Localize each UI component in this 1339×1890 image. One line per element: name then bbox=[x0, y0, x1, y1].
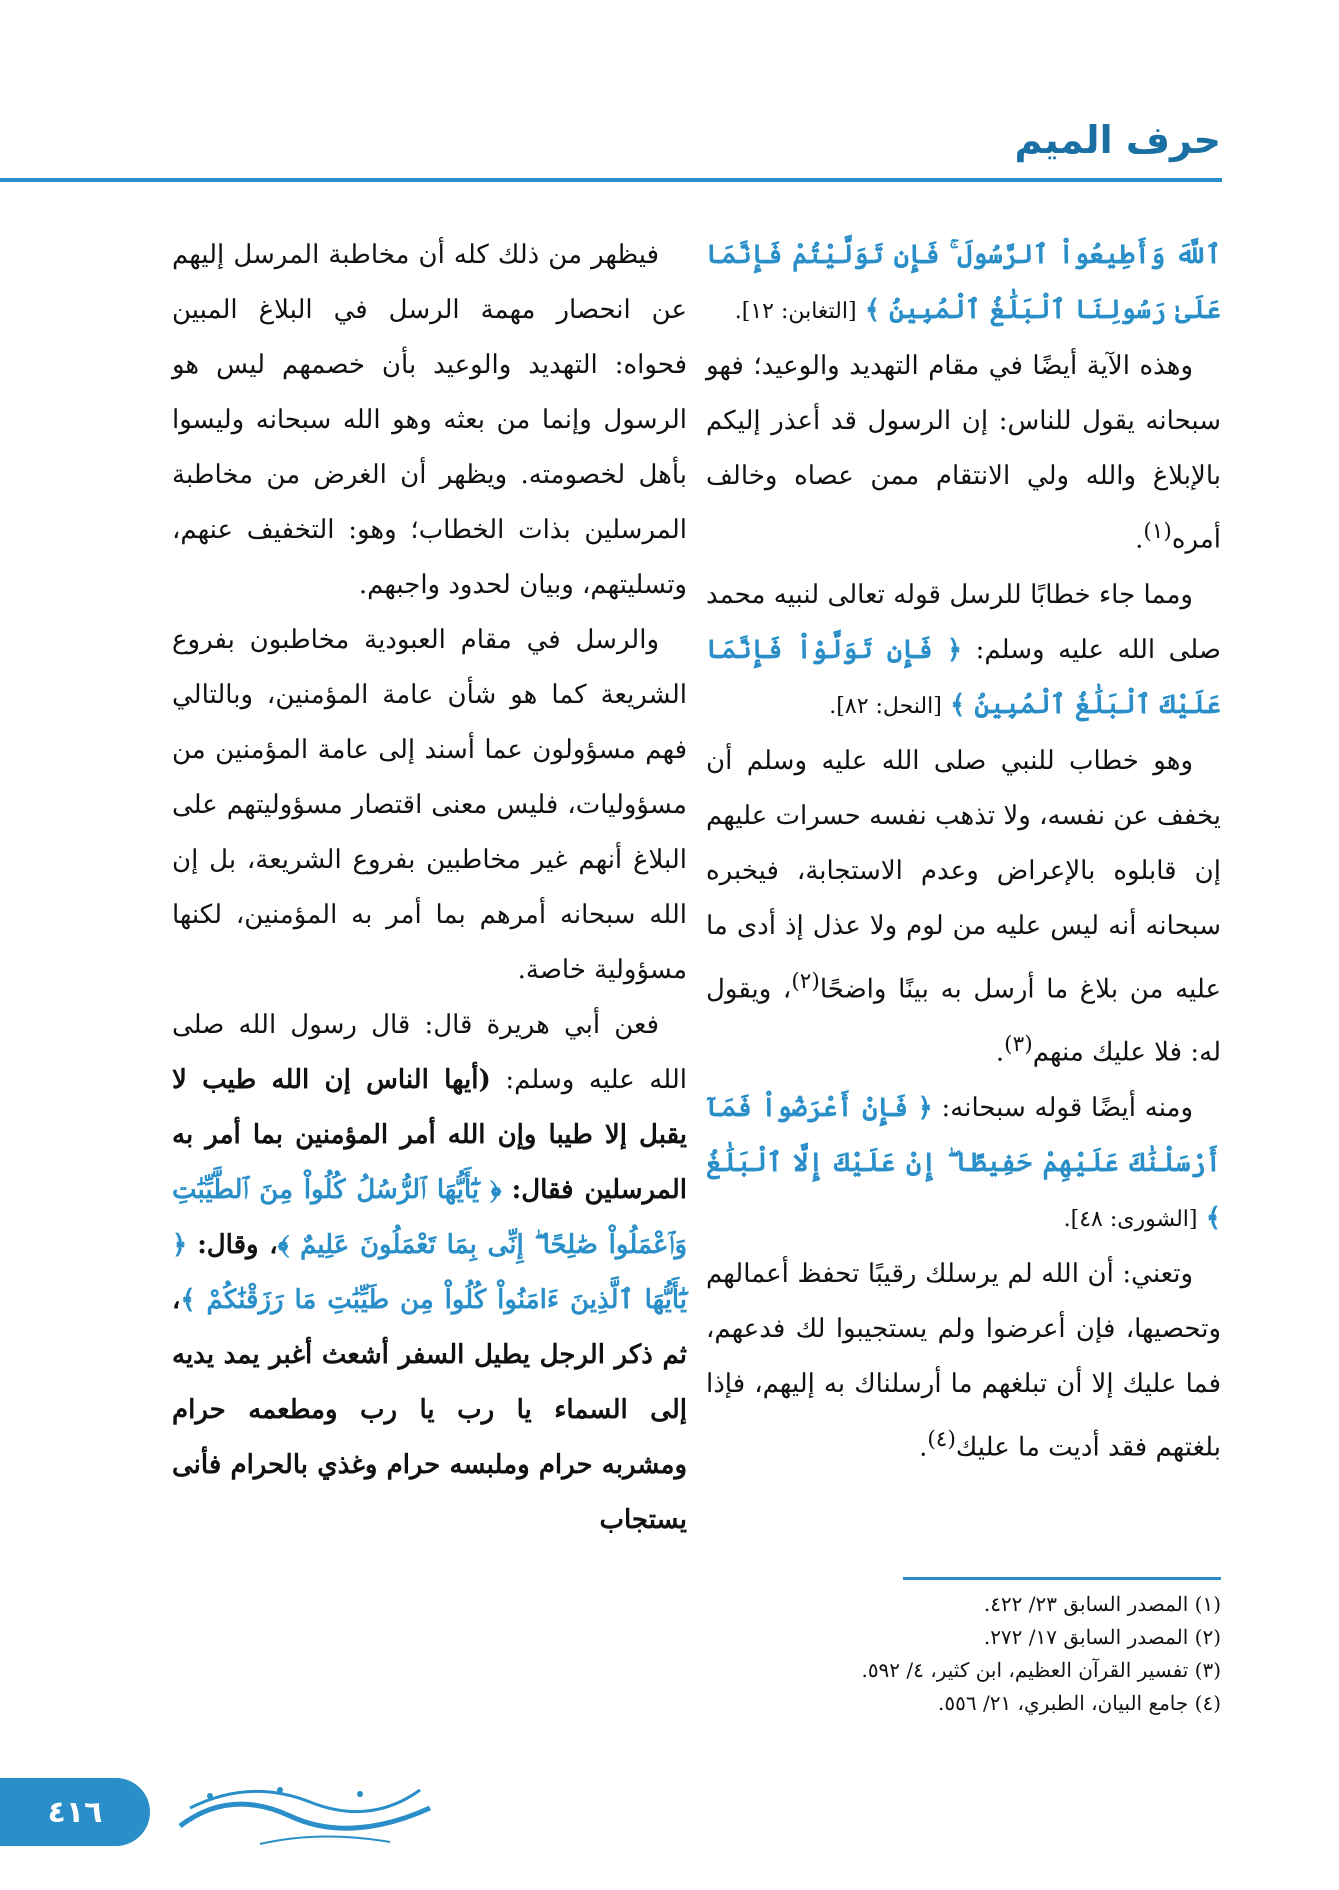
paragraph bbox=[706, 568, 1221, 734]
logo-dot bbox=[357, 1791, 363, 1797]
paragraph: فيظهر من ذلك كله أن مخاطبة المرسل إليهم عن انحصار مهمة الرسل في البلاغ المبين فحواه: التهديد والوعيد بأن خصمهم ليس هو الرسول وإنما من بعثه وهو الله سبحانه وليسوا بأهل لخصومته. ويظهر أن الغرض من مخاطبة المرسلين بذات الخطاب؛ وهو: التخفيف عنهم، وتسليتهم، وبيان لحدود واجبهم. bbox=[172, 240, 687, 600]
paragraph-text: . bbox=[995, 1037, 1005, 1068]
paragraph-text: وهذه الآية أيضًا في مقام التهديد والوعيد؛ فهو سبحانه يقول للناس: إن الرسول قد أعذر إليكم بالإبلاغ والله ولي الانتقام ممن عصاه وخالف أمره bbox=[706, 351, 1221, 555]
logo-ornament bbox=[190, 1790, 420, 1812]
paragraph-text: . bbox=[1135, 524, 1144, 555]
quran-verse: ﴿ فَإِنْ أَعْرَضُواْ فَمَآ أَرْسَلْنَٰكَ عَلَيْهِمْ حَفِيظًا ۖ إِنْ عَلَيْكَ إِلَّا ٱلْبَلَٰغُ ﴾ bbox=[706, 1092, 1221, 1233]
footnote-item: (٢) المصدر السابق ١٧/ ٢٧٢. bbox=[983, 1625, 1221, 1649]
footnote-item: (١) المصدر السابق ٢٣/ ٤٢٢. bbox=[983, 1592, 1221, 1616]
verse-reference: [النحل: ٨٢]. bbox=[829, 693, 942, 719]
logo-ornament bbox=[180, 1804, 430, 1828]
header-rule bbox=[0, 178, 1222, 182]
hadith-text: ، ثم ذكر الرجل يطيل السفر أشعث أغبر يمد يديه إلى السماء يا رب يا رب ومطعمه حرام ومشربه حرام وملبسه حرام وغذي بالحرام فأنى يستجاب bbox=[172, 1285, 687, 1535]
paragraph bbox=[706, 734, 1221, 1081]
paragraph-text: ، ويقول له: فلا عليك منهم bbox=[706, 974, 1221, 1068]
paragraph bbox=[706, 1247, 1221, 1476]
logo-ornament bbox=[260, 1836, 390, 1844]
paragraph-text: فعن أبي هريرة قال: قال رسول الله صلى الله عليه وسلم: bbox=[172, 1010, 687, 1095]
footnote-marker: (٤) bbox=[927, 1426, 956, 1452]
hadith-text: ، وقال: bbox=[197, 1230, 278, 1260]
logo-dot bbox=[277, 1787, 283, 1793]
verse-reference: [التغابن: ١٢]. bbox=[734, 299, 857, 324]
paragraph-text: ومما جاء خطابًا للرسل قوله تعالى لنبيه محمد صلى الله عليه وسلم: bbox=[706, 579, 1221, 665]
footnotes bbox=[706, 1588, 1221, 1720]
footnote-rule bbox=[903, 1577, 1221, 1580]
quran-verse: ٱللَّهَ وَأَطِيعُواْ ٱلرَّسُولَ ۚ فَإِن تَوَلَّيْتُمْ فَإِنَّمَا عَلَىٰ رَسُولِنَا ٱلْبَلَٰغُ ٱلْمُبِينُ ﴾ bbox=[706, 240, 1221, 325]
paragraph bbox=[706, 339, 1221, 568]
paragraph bbox=[172, 998, 687, 1548]
logo-dot bbox=[207, 1793, 213, 1799]
footnote-marker: (٣) bbox=[1004, 1032, 1033, 1058]
footnote-item: (٣) تفسير القرآن العظيم، ابن كثير، ٤/ ٥٩٢. bbox=[861, 1658, 1221, 1682]
paragraph-text: وهو خطاب للنبي صلى الله عليه وسلم أن يخفف عن نفسه، ولا تذهب نفسه حسرات عليهم إن قابلوه بالإعراض وعدم الاستجابة، فيخبره سبحانه أنه ليس عليه من لوم ولا عذل إذ أدى ما عليه من بلاغ ما أرسل به بينًا واضحًا bbox=[706, 745, 1221, 1005]
page-number-badge: ٤١٦ bbox=[0, 1778, 150, 1846]
quran-verse: ﴿ فَإِن تَوَلَّوْاْ فَإِنَّمَا عَلَيْكَ ٱلْبَلَٰغُ ٱلْمُبِينُ ﴾ bbox=[706, 634, 1221, 720]
paragraph-text: . bbox=[919, 1432, 928, 1463]
quran-verse: ﴿ يَٰٓأَيُّهَا ٱلَّذِينَ ءَامَنُواْ كُلُواْ مِن طَيِّبَٰتِ مَا رَزَقْنَٰكُمْ ﴾ bbox=[172, 1230, 687, 1315]
paragraph bbox=[706, 1081, 1221, 1247]
paragraph-text: ومنه أيضًا قوله سبحانه: bbox=[941, 1092, 1194, 1123]
footnote-item: (٤) جامع البيان، الطبري، ٢١/ ٥٥٦. bbox=[938, 1691, 1221, 1715]
right-column bbox=[706, 228, 1221, 1476]
footnote-marker: (١) bbox=[1143, 519, 1172, 544]
left-column bbox=[172, 228, 687, 1548]
footnote-marker: (٢) bbox=[791, 968, 820, 994]
paragraph bbox=[706, 228, 1221, 339]
quran-verse: ﴿ يَٰٓأَيُّهَا ٱلرُّسُلُ كُلُواْ مِنَ ٱلطَّيِّبَٰتِ وَٱعْمَلُواْ صَٰلِحًا ۖ إِنِّى بِمَا تَعْمَلُونَ عَلِيمٌ ﴾ bbox=[172, 1175, 688, 1260]
page-header-title: حرف الميم bbox=[1014, 118, 1221, 162]
paragraph-text: وتعني: أن الله لم يرسلك رقيبًا تحفظ أعمالهم وتحصيها، فإن أعرضوا ولم يستجيبوا لك فدعهم، فما عليك إلا أن تبلغهم ما أرسلناك به إليهم، فإذا بلغتهم فقد أديت ما عليك bbox=[706, 1258, 1221, 1463]
encyclopedia-logo bbox=[170, 1768, 440, 1854]
verse-reference: [الشورى: ٤٨]. bbox=[1063, 1206, 1198, 1232]
paragraph: والرسل في مقام العبودية مخاطبون بفروع الشريعة كما هو شأن عامة المؤمنين، وبالتالي فهم مسؤولون عما أسند إلى عامة المؤمنين من مسؤوليات، فليس معنى اقتصار مسؤوليتهم على البلاغ أنهم غير مخاطبين بفروع الشريعة، بل إن الله سبحانه أمرهم بما أمر به المؤمنين، لكنها مسؤولية خاصة. bbox=[172, 625, 687, 985]
hadith-text: (أيها الناس إن الله طيب لا يقبل إلا طيبا وإن الله أمر المؤمنين بما أمر به المرسلين فقال: bbox=[172, 1065, 687, 1205]
